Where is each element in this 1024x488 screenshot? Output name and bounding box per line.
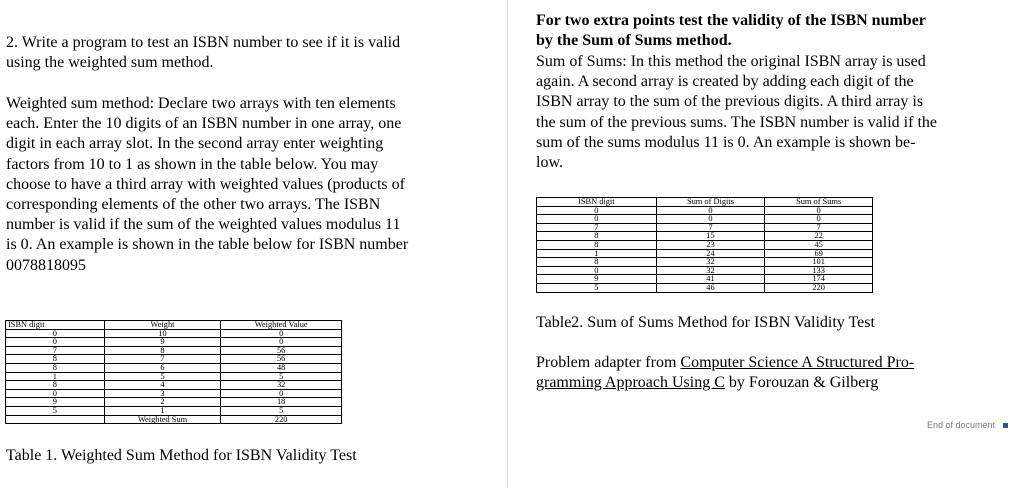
method-line: number is valid if the sum of the weighted values modulus 11: [6, 216, 401, 234]
cell-sum-of-sums: 220: [765, 283, 873, 292]
cell-sum-of-digits: 15: [656, 232, 765, 241]
header-isbn-digit: ISBN digit: [537, 198, 657, 207]
cell-sum-of-digits: 0: [656, 215, 765, 224]
cell-sum-of-sums: 133: [765, 266, 873, 275]
problem-line: 2. Write a program to test an ISBN number to see if it is valid: [6, 34, 401, 51]
cell-digit: 0: [537, 206, 657, 215]
heading-line: For two extra points test the validity of the ISBN number: [536, 12, 926, 29]
cell-weighted-value: 48: [221, 363, 342, 372]
cell-sum-of-sums: 174: [765, 275, 873, 284]
method-line: digit in each array slot. In the second array enter weighting: [6, 135, 384, 153]
cell-digit: 1: [537, 249, 657, 258]
cell-weight: 9: [104, 338, 221, 347]
cell-digit: 5: [6, 406, 105, 415]
method-line: 0078818095: [6, 256, 86, 274]
method-line: Weighted sum method: Declare two arrays with ten elements: [6, 95, 396, 112]
cell-digit: 0: [6, 329, 105, 338]
cell-weight: 10: [104, 329, 221, 338]
body-line: ISBN array to the sum of the previous digits. A third array is: [536, 93, 924, 111]
cell-weight: 8: [104, 346, 221, 355]
extra-credit-heading: [536, 11, 926, 51]
method-line: is 0. An example is shown in the table below for ISBN number: [6, 236, 409, 254]
cell-digit: 5: [537, 283, 657, 292]
cell-digit: 8: [537, 240, 657, 249]
cell-sum-of-sums: 101: [765, 258, 873, 267]
header-weight: Weight: [104, 321, 221, 330]
cell-digit: 9: [537, 275, 657, 284]
cell-digit: 0: [6, 338, 105, 347]
cell-sum-of-digits: 32: [656, 266, 765, 275]
method-line: each. Enter the 10 digits of an ISBN number in one array, one: [6, 115, 402, 133]
cell-weighted-value: 5: [221, 372, 342, 381]
table-header-row: [6, 321, 342, 330]
cell-weighted-value: 56: [221, 355, 342, 364]
body-line: low.: [536, 154, 563, 172]
cell-sum-of-sums: 45: [765, 240, 873, 249]
cell-weighted-value: 56: [221, 346, 342, 355]
cell-weighted-value: 0: [221, 329, 342, 338]
cell-sum-of-digits: 24: [656, 249, 765, 258]
cell-weight: 1: [104, 406, 221, 415]
body-line: Sum of Sums: In this method the original ISBN array is used: [536, 53, 926, 70]
table1-caption: Table 1. Weighted Sum Method for ISBN Validity Test: [6, 447, 357, 464]
weighted-sum-label: Weighted Sum: [104, 415, 221, 424]
cell-digit: 0: [537, 266, 657, 275]
column-divider: [507, 0, 508, 488]
header-sum-of-sums: Sum of Sums: [765, 198, 873, 207]
header-isbn-digit: ISBN digit: [6, 321, 105, 330]
method-description: [6, 94, 408, 276]
header-sum-of-digits: Sum of Digits: [656, 198, 765, 207]
table-row: [6, 406, 342, 415]
method-line: factors from 10 to 1 as shown in the table below. You may: [6, 155, 379, 173]
cell-sum-of-sums: 22: [765, 232, 873, 241]
cell-digit: 8: [537, 232, 657, 241]
cell-digit: 8: [6, 355, 105, 364]
method-line: corresponding elements of the other two arrays. The ISBN: [6, 196, 381, 214]
cell-digit: 0: [6, 389, 105, 398]
end-marker-icon: [1003, 423, 1008, 428]
book-title-link[interactable]: Computer Science A Structured Pro-: [680, 354, 915, 371]
cell-digit: 7: [6, 346, 105, 355]
cell-sum-of-digits: 23: [656, 240, 765, 249]
cell-sum-of-sums: 7: [765, 223, 873, 232]
cell-weighted-value: 5: [221, 406, 342, 415]
cell-weight: 7: [104, 355, 221, 364]
credit-text: [536, 353, 914, 393]
table-row: [6, 381, 342, 390]
problem-line: using the weighted sum method.: [6, 54, 214, 72]
method-line: choose to have a third array with weighted values (products of: [6, 175, 405, 193]
cell-weight: 6: [104, 363, 221, 372]
table-row: [6, 363, 342, 372]
body-line: sum of the sums modulus 11 is 0. An example is shown be-: [536, 133, 916, 151]
cell-sum-of-sums: 0: [765, 206, 873, 215]
cell-sum-of-digits: 41: [656, 275, 765, 284]
table-row: [6, 338, 342, 347]
cell-digit: 1: [6, 372, 105, 381]
header-weighted-value: Weighted Value: [221, 321, 342, 330]
cell-sum-of-digits: 7: [656, 223, 765, 232]
cell-weight: 2: [104, 398, 221, 407]
weighted-sum-value: 220: [221, 415, 342, 424]
credit-prefix: Problem adapter from: [536, 354, 681, 371]
cell-digit: 0: [537, 215, 657, 224]
body-line: again. A second array is created by adding each digit of the: [536, 73, 914, 91]
cell-sum-of-sums: 0: [765, 215, 873, 224]
weighted-sum-table: [5, 320, 342, 424]
end-of-document: [927, 420, 1008, 430]
sum-of-sums-description: [536, 52, 937, 173]
cell-weight: 3: [104, 389, 221, 398]
credit-suffix: by Forouzan & Gilberg: [724, 374, 879, 392]
cell-digit: 8: [6, 363, 105, 372]
body-line: the sum of the previous sums. The ISBN number is valid if the: [536, 113, 937, 131]
book-title-link-continued[interactable]: gramming Approach Using C: [536, 374, 725, 392]
sum-of-sums-table: [536, 197, 873, 293]
table-row: [537, 240, 873, 249]
cell-weight: 4: [104, 381, 221, 390]
cell-weight: 5: [104, 372, 221, 381]
end-of-document-label: End of document: [926, 420, 995, 430]
cell-sum-of-digits: 0: [656, 206, 765, 215]
cell-weighted-value: 32: [221, 381, 342, 390]
cell-digit: 7: [537, 223, 657, 232]
cell-sum-of-sums: 69: [765, 249, 873, 258]
cell-sum-of-digits: 32: [656, 258, 765, 267]
table-row: [537, 215, 873, 224]
table-row: [537, 283, 873, 292]
table-row: [537, 258, 873, 267]
cell-digit: 8: [6, 381, 105, 390]
cell-weighted-value: 0: [221, 338, 342, 347]
heading-line: by the Sum of Sums method.: [536, 32, 732, 50]
cell-digit: 9: [6, 398, 105, 407]
cell-weighted-value: 0: [221, 389, 342, 398]
cell-weighted-value: 18: [221, 398, 342, 407]
table-header-row: [537, 198, 873, 207]
cell-empty: [6, 415, 105, 424]
table2-caption: Table2. Sum of Sums Method for ISBN Validity Test: [536, 314, 875, 331]
table-row: [537, 206, 873, 215]
cell-sum-of-digits: 46: [656, 283, 765, 292]
table-sum-row: [6, 415, 342, 424]
problem-statement: [6, 33, 400, 73]
cell-digit: 8: [537, 258, 657, 267]
